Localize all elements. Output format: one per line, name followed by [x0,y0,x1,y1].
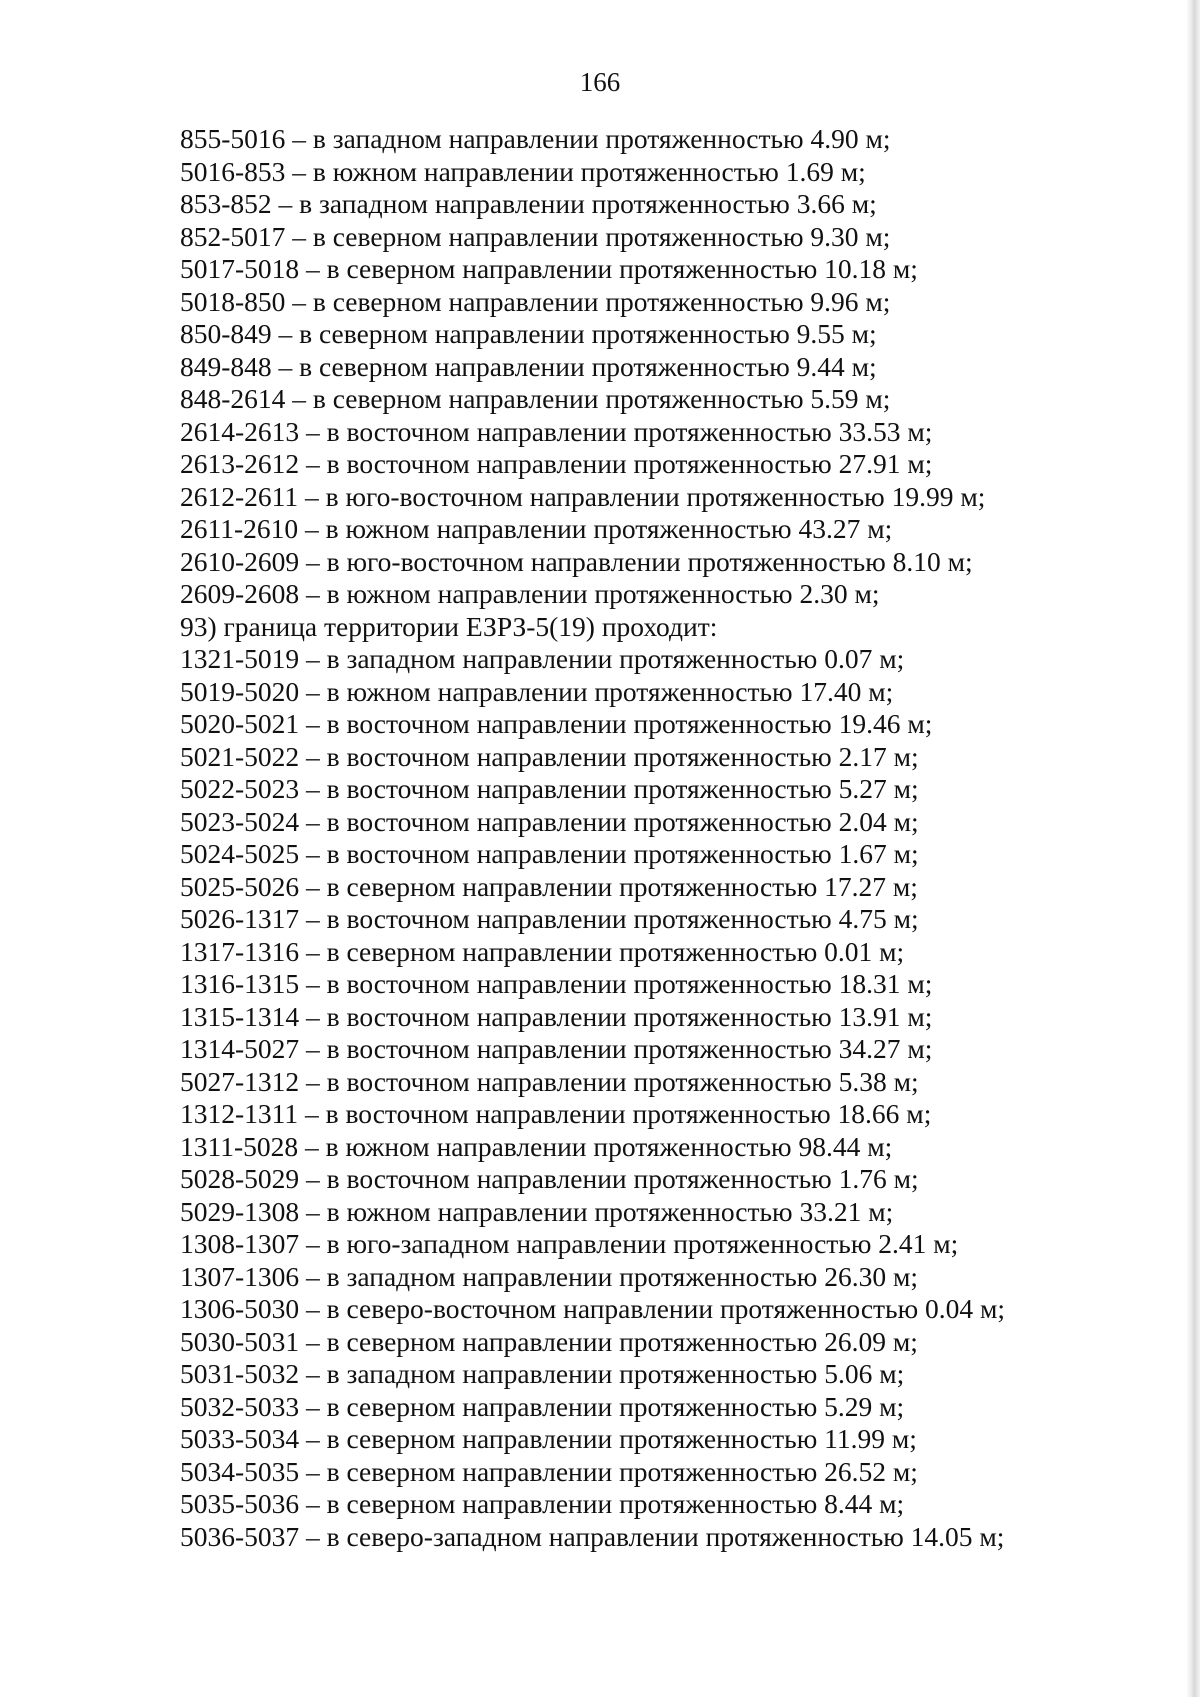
boundary-line: 5036-5037 – в северо-западном направлении протяженностью 14.05 м; [180,1520,1005,1552]
boundary-line: 853-852 – в западном направлении протяженностью 3.66 м; [180,188,877,219]
boundary-line: 1317-1316 – в северном направлении протяженностью 0.01 м; [180,935,905,967]
boundary-description-list [180,123,1080,1553]
boundary-line: 1314-5027 – в восточном направлении протяженностью 34.27 м; [180,1033,933,1064]
boundary-line: 2611-2610 – в южном направлении протяженностью 43.27 м; [180,513,893,544]
boundary-line: 5020-5021 – в восточном направлении протяженностью 19.46 м; [180,708,933,739]
boundary-line: 1312-1311 – в восточном направлении протяженностью 18.66 м; [180,1098,932,1129]
boundary-line: 5029-1308 – в южном направлении протяженностью 33.21 м; [180,1195,894,1227]
boundary-line: 5018-850 – в северном направлении протяженностью 9.96 м; [180,285,891,317]
boundary-line: 5033-5034 – в северном направлении протяженностью 11.99 м; [180,1423,917,1454]
boundary-line: 2612-2611 – в юго-восточном направлении протяженностью 19.99 м; [180,480,986,512]
boundary-line: 5025-5026 – в северном направлении протяженностью 17.27 м; [180,870,918,902]
boundary-line: 5021-5022 – в восточном направлении протяженностью 2.17 м; [180,740,919,772]
boundary-line: 2613-2612 – в восточном направлении протяженностью 27.91 м; [180,448,933,479]
boundary-line: 848-2614 – в северном направлении протяженностью 5.59 м; [180,383,891,414]
boundary-line: 1321-5019 – в западном направлении протяженностью 0.07 м; [180,643,905,674]
boundary-line: 5027-1312 – в восточном направлении протяженностью 5.38 м; [180,1065,919,1097]
boundary-line: 852-5017 – в северном направлении протяженностью 9.30 м; [180,220,891,252]
boundary-line: 5030-5031 – в северном направлении протяженностью 26.09 м; [180,1325,918,1357]
boundary-line: 849-848 – в северном направлении протяженностью 9.44 м; [180,350,877,382]
boundary-line: 5031-5032 – в западном направлении протяженностью 5.06 м; [180,1358,905,1389]
boundary-line: 1307-1306 – в западном направлении протяженностью 26.30 м; [180,1260,919,1292]
boundary-line: 850-849 – в северном направлении протяженностью 9.55 м; [180,318,877,349]
boundary-line: 5019-5020 – в южном направлении протяженностью 17.40 м; [180,675,894,707]
boundary-line: 5034-5035 – в северном направлении протяженностью 26.52 м; [180,1455,918,1487]
boundary-line: 5032-5033 – в северном направлении протяженностью 5.29 м; [180,1390,905,1422]
page-number: 166 [579,67,621,97]
boundary-line: 2609-2608 – в южном направлении протяженностью 2.30 м; [180,578,880,609]
boundary-line: 2614-2613 – в восточном направлении протяженностью 33.53 м; [180,415,933,447]
boundary-line: 5022-5023 – в восточном направлении протяженностью 5.27 м; [180,773,919,804]
section-heading: 93) граница территории ЕЗРЗ-5(19) проходит: [180,610,718,642]
boundary-line: 1315-1314 – в восточном направлении протяженностью 13.91 м; [180,1000,933,1032]
scan-edge [1186,0,1200,1697]
boundary-line: 2610-2609 – в юго-восточном направлении протяженностью 8.10 м; [180,545,973,577]
boundary-line: 5024-5025 – в восточном направлении протяженностью 1.67 м; [180,838,919,869]
boundary-line: 5016-853 – в южном направлении протяженностью 1.69 м; [180,155,866,187]
boundary-line: 5017-5018 – в северном направлении протяженностью 10.18 м; [180,253,918,284]
boundary-line: 1316-1315 – в восточном направлении протяженностью 18.31 м; [180,968,933,999]
boundary-line: 1311-5028 – в южном направлении протяженностью 98.44 м; [180,1130,893,1162]
boundary-line: 5023-5024 – в восточном направлении протяженностью 2.04 м; [180,805,919,837]
boundary-line: 1306-5030 – в северо-восточном направлении протяженностью 0.04 м; [180,1293,1006,1324]
boundary-line: 1308-1307 – в юго-западном направлении протяженностью 2.41 м; [180,1228,959,1259]
boundary-line: 5035-5036 – в северном направлении протяженностью 8.44 м; [180,1488,905,1519]
boundary-line: 5026-1317 – в восточном направлении протяженностью 4.75 м; [180,903,919,934]
boundary-line: 855-5016 – в западном направлении протяженностью 4.90 м; [180,123,891,154]
boundary-line: 5028-5029 – в восточном направлении протяженностью 1.76 м; [180,1163,919,1194]
